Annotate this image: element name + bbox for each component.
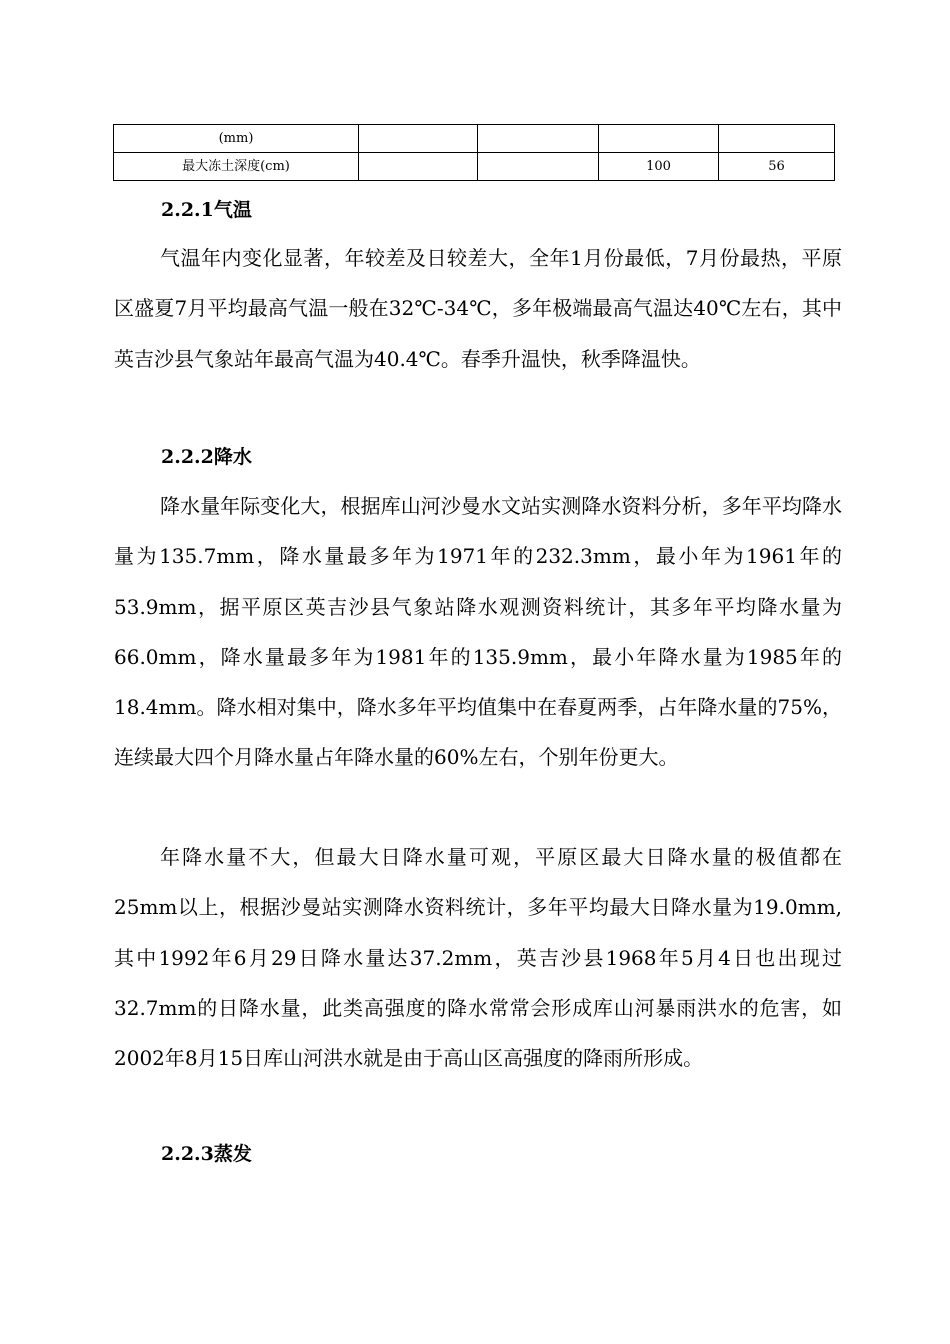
table-cell: 100 <box>599 153 719 181</box>
table-row <box>114 153 835 181</box>
table-cell <box>359 153 478 181</box>
temperature-paragraph: 气温年内变化显著，年较差及日较差大，全年1月份最低，7月份最热，平原区盛夏7月平均最高气温一般在32℃-34℃，多年极端最高气温达40℃左右，其中英吉沙县气象站年最高气温为40.4℃。春季升温快，秋季降温快。 <box>114 246 842 371</box>
section-heading-evaporation: 2.2.3蒸发 <box>161 1143 252 1165</box>
section-heading-precipitation: 2.2.2降水 <box>161 446 252 468</box>
table-cell <box>359 125 478 153</box>
precipitation-paragraph-1: 降水量年际变化大，根据库山河沙曼水文站实测降水资料分析，多年平均降水量为135.7mm，降水量最多年为1971年的232.3mm，最小年为1961年的53.9mm，据平原区英吉沙县气象站降水观测资料统计，其多年平均降水量为66.0mm，降水量最多年为1981年的135.9mm，最小年降水量为1985年的18.4mm。降水相对集中，降水多年平均值集中在春夏两季，占年降水量的75%，连续最大四个月降水量占年降水量的60%左右，个别年份更大。 <box>114 494 842 770</box>
table-cell: (mm) <box>114 125 359 153</box>
table-cell <box>478 125 599 153</box>
table-row <box>114 125 835 153</box>
table-cell <box>599 125 719 153</box>
table-cell: 56 <box>719 153 835 181</box>
section-heading-temperature: 2.2.1气温 <box>161 199 252 221</box>
table-cell <box>719 125 835 153</box>
precipitation-paragraph-2: 年降水量不大，但最大日降水量可观，平原区最大日降水量的极值都在25mm以上，根据沙曼站实测降水资料统计，多年平均最大日降水量为19.0mm,其中1992年6月29日降水量达37.2mm，英吉沙县1968年5月4日也出现过32.7mm的日降水量，此类高强度的降水常常会形成库山河暴雨洪水的危害，如2002年8月15日库山河洪水就是由于高山区高强度的降雨所形成。 <box>114 845 842 1071</box>
table-cell: 最大冻土深度(cm) <box>114 153 359 181</box>
climate-table <box>113 124 835 181</box>
table-cell <box>478 153 599 181</box>
